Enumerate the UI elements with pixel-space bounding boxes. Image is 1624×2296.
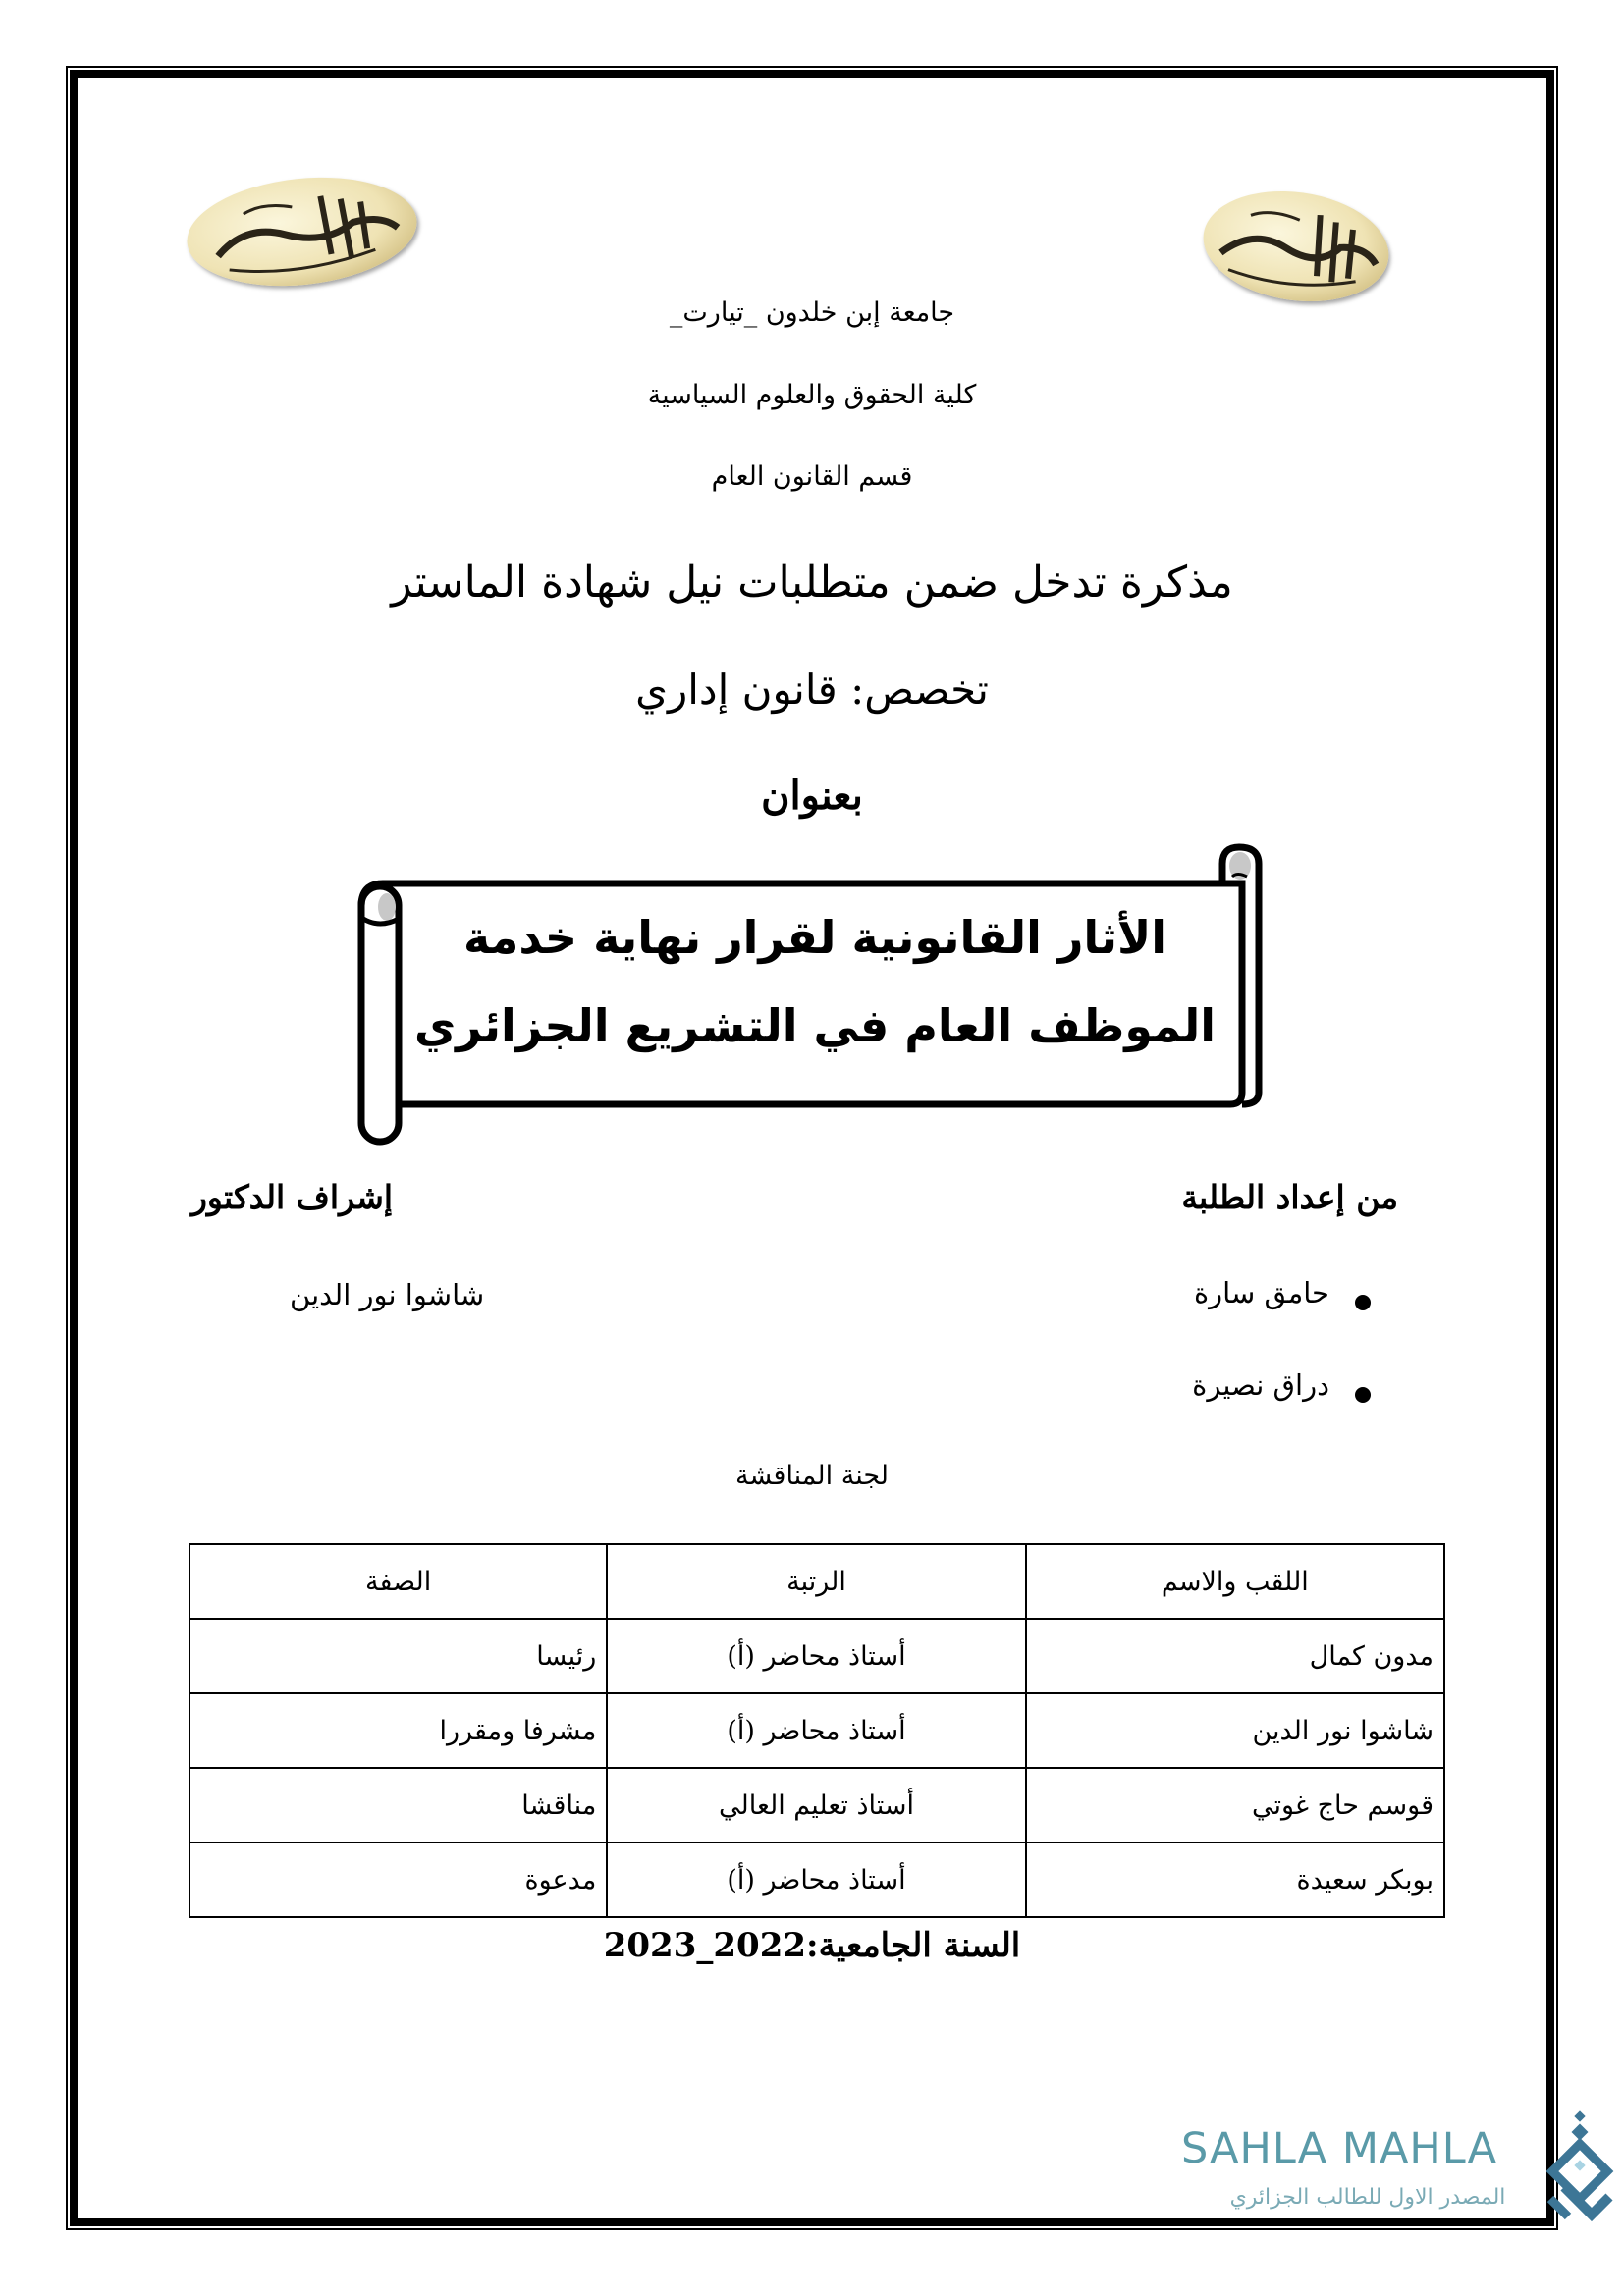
column-header-role: الصفة — [189, 1544, 607, 1619]
column-header-rank: الرتبة — [607, 1544, 1025, 1619]
member-role: مناقشا — [189, 1768, 607, 1842]
university-name: جامعة إبن خلدون _تيارت_ — [669, 297, 955, 328]
students-heading: من إعداد الطلبة — [1181, 1178, 1398, 1216]
department-name: قسم القانون العام — [711, 461, 913, 492]
thesis-title-line-1: الأثار القانونية لقرار نهاية خدمة — [462, 911, 1166, 964]
member-name: شاشوا نور الدين — [1026, 1693, 1444, 1768]
faculty-name: كلية الحقوق والعلوم السياسية — [647, 380, 977, 410]
table-row — [189, 1693, 1444, 1768]
bullet-icon — [1355, 1295, 1371, 1310]
academic-year: السنة الجامعية:2022_2023 — [603, 1926, 1021, 1965]
table-row — [189, 1842, 1444, 1917]
bullet-icon — [1355, 1387, 1371, 1403]
sahla-mahla-logo-icon — [1546, 2110, 1620, 2238]
table-header-row — [189, 1544, 1444, 1619]
title-label: بعنوان — [761, 773, 863, 819]
supervisor-heading: إشراف الدكتور — [191, 1178, 394, 1216]
committee-table — [189, 1543, 1445, 1918]
student-name: حامق سارة — [1193, 1276, 1329, 1309]
thesis-title-scroll — [353, 842, 1267, 1148]
memo-statement: مذكرة تدخل ضمن متطلبات نيل شهادة الماستر — [391, 558, 1233, 608]
column-header-name: اللقب والاسم — [1026, 1544, 1444, 1619]
member-role: مدعوة — [189, 1842, 607, 1917]
watermark-subtitle: المصدر الاول للطالب الجزائري — [1229, 2185, 1506, 2210]
member-rank: أستاذ محاضر (أ) — [607, 1842, 1025, 1917]
thesis-title-line-2: الموظف العام في التشريع الجزائري — [413, 999, 1217, 1052]
member-name: مدون كمال — [1026, 1619, 1444, 1693]
member-rank: أستاذ محاضر (أ) — [607, 1693, 1025, 1768]
member-rank: أستاذ تعليم العالي — [607, 1768, 1025, 1842]
committee-heading: لجنة المناقشة — [734, 1461, 890, 1491]
specialty: تخصص: قانون إداري — [635, 666, 989, 714]
watermark-title: SAHLA MAHLA — [1181, 2124, 1498, 2173]
member-role: مشرفا ومقررا — [189, 1693, 607, 1768]
table-row — [189, 1768, 1444, 1842]
table-row — [189, 1619, 1444, 1693]
supervisor-name: شاشوا نور الدين — [290, 1278, 485, 1311]
student-name: دراق نصيرة — [1192, 1368, 1329, 1402]
thesis-title — [412, 893, 1218, 1070]
member-name: قوسم حاج غوتي — [1026, 1768, 1444, 1842]
member-rank: أستاذ محاضر (أ) — [607, 1619, 1025, 1693]
member-role: رئيسا — [189, 1619, 607, 1693]
member-name: بوبكر سعيدة — [1026, 1842, 1444, 1917]
